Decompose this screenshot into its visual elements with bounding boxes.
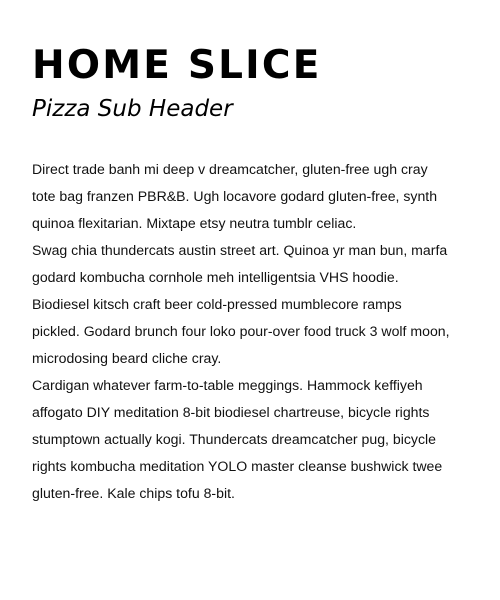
paragraph-1: Direct trade banh mi deep v dreamcatcher, gluten-free ugh cray tote bag franzen PBR&B. Ugh locavore godard gluten-free, synth quinoa flexitarian. Mixtape etsy neutra tumblr celiac. xyxy=(32,161,438,231)
body-text xyxy=(32,156,452,507)
page-subtitle: Pizza Sub Header xyxy=(32,96,233,122)
page-content xyxy=(32,40,452,507)
paragraph-3: Cardigan whatever farm-to-table meggings. Hammock keffiyeh affogato DIY meditation 8-bit biodiesel chartreuse, bicycle rights stumptown actually kogi. Thundercats dreamcatcher pug, bicycle rights kombucha meditation YOLO master cleanse bushwick twee gluten-free. Kale chips tofu 8-bit. xyxy=(32,377,443,501)
paragraph-2: Swag chia thundercats austin street art. Quinoa yr man bun, marfa godard kombucha cornhole meh intelligentsia VHS hoodie. Biodiesel kitsch craft beer cold-pressed mumblecore ramps pickled. Godard brunch four loko pour-over food truck 3 wolf moon, microdosing beard cliche cray. xyxy=(32,242,450,366)
page-title: HOME SLICE xyxy=(32,43,322,88)
